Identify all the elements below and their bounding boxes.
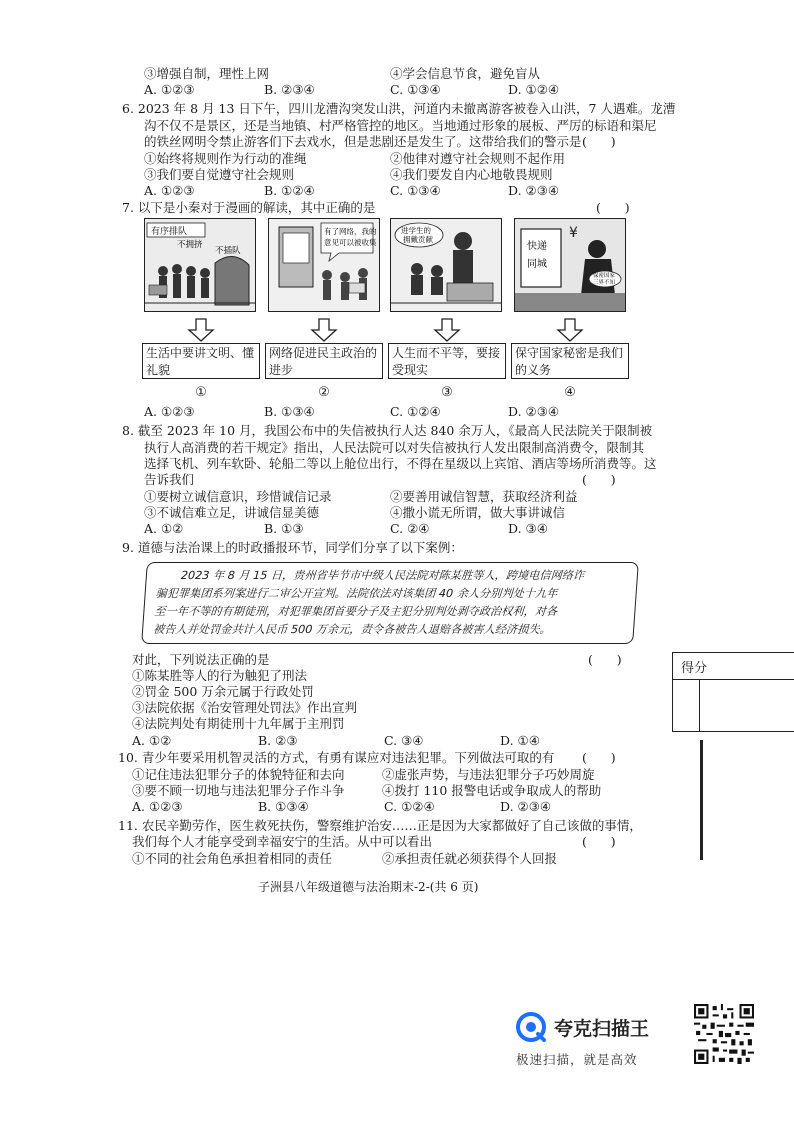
q7-answer-paren[interactable]: ( )	[596, 200, 630, 215]
comic-2-number: ②	[318, 385, 330, 400]
comic-1-number: ①	[195, 385, 207, 400]
q6-answer-c: C. ①③④	[390, 183, 441, 198]
comic-1-text-2: 不拥挤	[177, 240, 203, 250]
q8-option-3: ③不诚信难立足，讲诚信显美德	[144, 505, 320, 520]
q10-answer-d: D. ②③④	[500, 799, 552, 814]
q8-stem-line-3: 选择飞机、列车软卧、轮船二等以上舱位出行，不得在星级以上宾馆、酒店等场所消费等。这	[144, 456, 657, 471]
down-arrow-icon	[309, 318, 339, 342]
down-arrow-icon	[555, 318, 585, 342]
comic-4-text-2: 同城	[527, 259, 547, 270]
q8-stem-line-4: 告诉我们	[144, 472, 195, 487]
comic-4-state-secrets	[514, 218, 626, 312]
q9-answer-d: D. ①④	[500, 733, 540, 748]
comic-4-text-1: 快递	[527, 241, 547, 252]
q8-answer-a: A. ①②	[144, 521, 184, 536]
comic-4-text-3: 保密国家	[593, 273, 616, 279]
q8-answer-d: D. ③④	[508, 521, 548, 536]
comic-2-text-1: 有了网络，我的	[324, 227, 377, 236]
q9-case-line-4: 被告人并处罚金共计人民币 500 万余元，责令各被告人退赔各被害人经济损失。	[152, 623, 552, 636]
score-box[interactable]	[672, 652, 794, 732]
q6-answer-b: B. ①②④	[264, 183, 315, 198]
q10-answer-a: A. ①②③	[132, 799, 183, 814]
comic-4-caption: 保守国家秘密是我们的义务	[511, 343, 629, 379]
q7-answer-a: A. ①②③	[144, 404, 195, 419]
q7-answer-c: C. ①②④	[390, 404, 441, 419]
q8-answer-paren[interactable]: ( )	[582, 472, 616, 487]
q9-answer-a: A. ①②	[132, 733, 172, 748]
comic-3-text-1: 进学生的	[401, 226, 431, 235]
q10-stem: 10. 青少年要采用机智灵活的方式，有勇有谋应对违法犯罪。下列做法可取的有	[118, 750, 555, 765]
q9-option-4: ④法院判处有期徒刑十九年属于主刑罚	[132, 716, 345, 731]
q10-option-2: ②虚张声势，与违法犯罪分子巧妙周旋	[382, 767, 595, 782]
watermark-title: 夸克扫描王	[554, 1018, 650, 1040]
q5-answer-a: A. ①②③	[144, 82, 195, 97]
q6-stem-line-3: 的铁丝网明令禁止游客们下去戏水，但是悲剧还是发生了。这带给我们的警示是	[144, 134, 582, 149]
q10-answer-b: B. ①③④	[258, 799, 309, 814]
qr-code-icon	[694, 1004, 754, 1064]
quark-logo-icon	[516, 1012, 546, 1042]
q11-stem-line-2: 我们每个人才能享受到幸福安宁的生活。从中可以看出	[132, 834, 433, 849]
q8-answer-b: B. ①③	[264, 521, 304, 536]
q9-stem: 9. 道德与法治课上的时政播报环节，同学们分享了以下案例：	[122, 540, 463, 555]
comic-1-caption: 生活中要讲文明、懂礼貌	[142, 343, 260, 379]
q6-answer-a: A. ①②③	[144, 183, 195, 198]
comic-1-queue	[144, 218, 256, 312]
q11-option-2: ②承担责任就必须获得个人回报	[382, 851, 558, 866]
down-arrow-icon	[432, 318, 462, 342]
q9-question: 对此，下列说法正确的是	[132, 652, 270, 667]
q9-answer-c: C. ③④	[384, 733, 424, 748]
page-footer: 子洲县八年级道德与法治期末-2-(共 6 页)	[258, 880, 479, 894]
score-box-header	[673, 653, 794, 680]
q9-option-1: ①陈某胜等人的行为触犯了刑法	[132, 668, 308, 683]
q10-option-4: ④拨打 110 报警电话或争取成人的帮助	[382, 783, 602, 798]
q8-stem-line-2: 执行人高消费的若干规定》指出，人民法院可以对失信被执行人发出限制高消费令，限制其	[144, 440, 645, 455]
q11-answer-paren[interactable]: ( )	[582, 834, 616, 849]
q5-answer-d: D. ①②④	[508, 82, 560, 97]
q6-option-3: ③我们要自觉遵守社会规则	[144, 167, 295, 182]
q9-answer-paren[interactable]: ( )	[588, 652, 622, 667]
q6-stem-line-1: 6. 2023 年 8 月 13 日下午，四川龙漕沟突发山洪，河道内未撤离游客被卷入山洪，7 人遇难。龙漕	[122, 101, 676, 116]
q8-option-1: ①要树立诚信意识，珍惜诚信记录	[144, 489, 332, 504]
q9-case-box	[141, 562, 639, 644]
score-label: 得分	[681, 661, 708, 676]
q9-option-2: ②罚金 500 万余元属于行政处罚	[132, 684, 314, 699]
watermark-subtitle: 极速扫描，就是高效	[516, 1052, 638, 1067]
score-box-cell[interactable]	[673, 679, 700, 731]
q7-stem: 7. 以下是小秦对于漫画的解读，其中正确的是	[122, 200, 376, 215]
q9-case-line-1: 2023 年 8 月 15 日，贵州省毕节市中级人民法院对陈某胜等人，跨境电信网络诈	[180, 569, 585, 582]
q5-answer-c: C. ①③④	[390, 82, 441, 97]
q6-answer-paren[interactable]: ( )	[582, 134, 616, 149]
comic-2-text-2: 意见可以被收集	[324, 238, 377, 247]
comic-3-text-2: 拥戴贡献	[403, 235, 433, 244]
comic-3-inequality	[390, 218, 502, 312]
q8-option-4: ④撒小谎无所谓，做大事讲诚信	[390, 505, 566, 520]
comic-1-text-3: 不插队	[215, 246, 241, 256]
down-arrow-icon	[186, 318, 216, 342]
page-edge-line	[700, 740, 703, 860]
q9-answer-b: B. ②③	[258, 733, 298, 748]
comic-2-network-democracy	[268, 218, 380, 312]
comic-3-number: ③	[441, 385, 453, 400]
q7-answer-d: D. ②③④	[508, 404, 560, 419]
q8-stem-line-1: 8. 截至 2023 年 10 月，我国公布中的失信被执行人达 840 余万人，《最高人民法院关于限制被	[122, 423, 653, 438]
q11-stem-line-1: 11. 农民辛勤劳作，医生救死扶伤，警察维护治安……正是因为大家都做好了自己该做的事情，	[118, 818, 642, 833]
q5-answer-b: B. ②③④	[264, 82, 315, 97]
svg-text:¥: ¥	[569, 225, 578, 241]
q5-option-4: ④学会信息节食，避免盲从	[390, 66, 541, 81]
comic-3-caption: 人生而不平等，要接受现实	[388, 343, 506, 379]
comic-4-number: ④	[564, 385, 576, 400]
q9-case-line-2: 骗犯罪集团系列案进行二审公开宣判。法院依法对该集团 40 余人分别判处十九年	[155, 587, 558, 600]
q8-option-2: ②要善用诚信智慧，获取经济利益	[390, 489, 578, 504]
q10-answer-paren[interactable]: ( )	[582, 750, 616, 765]
q6-answer-d: D. ②③④	[508, 183, 560, 198]
q11-option-1: ①不同的社会角色承担着相同的责任	[132, 851, 333, 866]
q9-case-line-3: 至一年不等的有期徒刑，对犯罪集团首要分子及主犯分别判处剥夺政治权利，对各	[153, 605, 558, 618]
q6-option-2: ②他律对遵守社会规则不起作用	[390, 151, 566, 166]
q10-option-3: ③要不顾一切地与违法犯罪分子作斗争	[132, 783, 345, 798]
q9-option-3: ③法院依据《治安管理处罚法》作出宣判	[132, 700, 358, 715]
q5-option-3: ③增强自制，理性上网	[144, 66, 270, 81]
comic-4-text-4: 三界不知	[593, 280, 616, 286]
q6-option-1: ①始终将规则作为行动的准绳	[144, 151, 307, 166]
q10-answer-c: C. ①②④	[384, 799, 435, 814]
q7-answer-b: B. ①③④	[264, 404, 315, 419]
q8-answer-c: C. ②④	[390, 521, 430, 536]
q6-option-4: ④我们要发自内心地敬畏规则	[390, 167, 553, 182]
q10-option-1: ①记住违法犯罪分子的体貌特征和去向	[132, 767, 345, 782]
comic-2-caption: 网络促进民主政治的进步	[265, 343, 383, 379]
q6-stem-line-2: 沟不仅不是景区，还是当地镇、村严格管控的地区。当地通过形象的展板、严厉的标语和渠尼	[144, 118, 657, 133]
comic-1-text-1: 有序排队	[151, 227, 188, 237]
